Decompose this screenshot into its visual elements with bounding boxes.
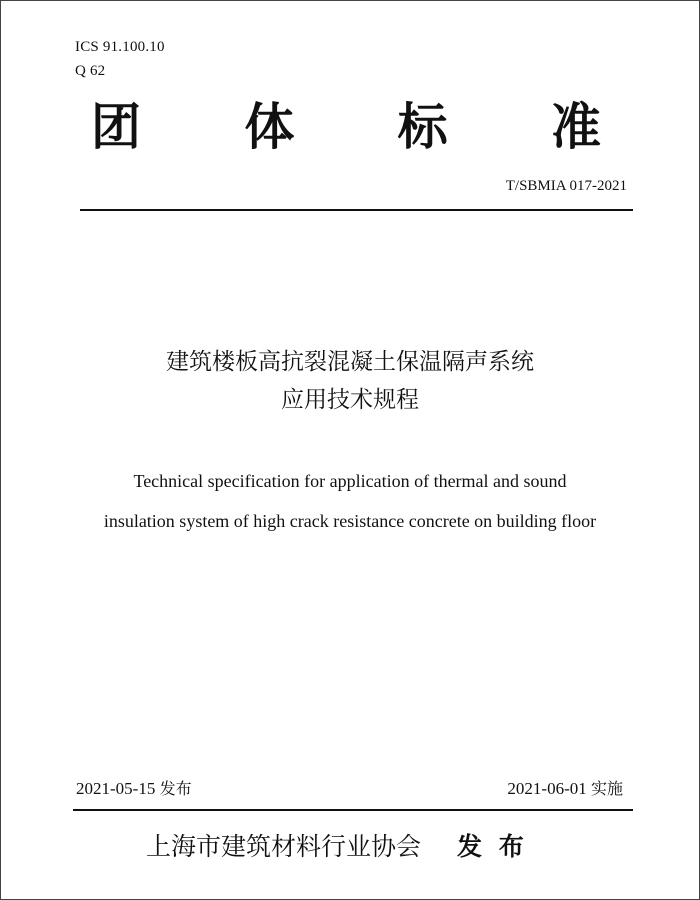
title-char-2: 体 [244, 98, 295, 156]
title-char-1: 团 [91, 98, 141, 156]
top-divider [80, 209, 633, 211]
bottom-divider [73, 809, 633, 811]
document-type-title [91, 97, 601, 157]
implementation-label: 实施 [590, 779, 623, 798]
issuer-line [146, 829, 528, 865]
implementation-date: 2021-06-01 [507, 779, 587, 798]
chinese-title-line-1: 建筑楼板高抗裂混凝土保温隔声系统 [166, 349, 534, 375]
issuer-action: 发 布 [457, 832, 528, 861]
issuer-name: 上海市建筑材料行业协会 [146, 832, 422, 861]
english-title-line-2: insulation system of high crack resistance concrete on building floor [103, 511, 597, 531]
ics-code: ICS 91.100.10 [75, 39, 165, 55]
english-title-line-1: Technical specification for application of thermal and sound [133, 471, 567, 491]
ccs-code: Q 62 [75, 63, 106, 79]
standard-number: T/SBMIA 017-2021 [505, 178, 627, 194]
issue-date-block [76, 776, 192, 799]
title-char-4: 准 [550, 98, 601, 156]
issue-label: 发布 [159, 779, 192, 798]
english-title [1, 461, 699, 541]
implementation-date-block [507, 776, 623, 799]
issue-date: 2021-05-15 [76, 779, 156, 798]
chinese-title [1, 343, 699, 419]
title-char-3: 标 [397, 98, 448, 156]
chinese-title-line-2: 应用技术规程 [281, 387, 419, 413]
